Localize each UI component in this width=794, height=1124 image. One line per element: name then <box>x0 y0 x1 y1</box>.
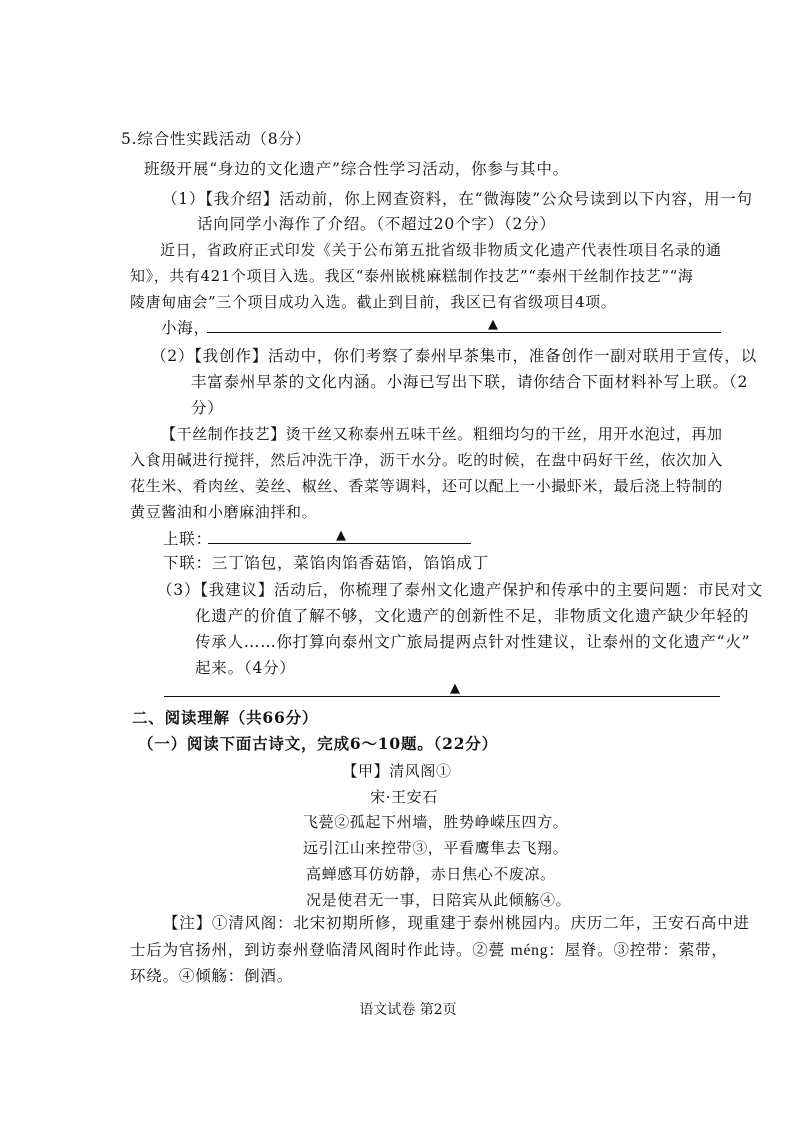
q5-part2-material-2: 入食用碱进行搅拌，然后冲洗干净，沥干水分。吃的时候，在盘中码好干丝，依次加入 <box>130 451 723 469</box>
q5-part3-line2: 化遗产的价值了解不够，文化遗产的创新性不足，非物质文化遗产缺少年轻的 <box>195 607 750 625</box>
note-line-1: 【注】①清风阁：北宋初期所修，现重建于泰州桃园内。庆历二年，王安石高中进 <box>163 914 750 932</box>
note-line-2 <box>130 940 728 961</box>
q5-part1-answer-label: 小海， <box>161 319 210 337</box>
page-footer: 语文试卷 第2页 <box>359 1002 457 1018</box>
q5-part1-line1: （1）【我介绍】活动前，你上网查资料，在“微海陵”公众号读到以下内容，用一句 <box>162 190 753 208</box>
q5-part1-line2: 话向同学小海作了介绍。（不超过20个字）（2分） <box>197 215 556 233</box>
q5-part2-material-4: 黄豆酱油和小磨麻油拌和。 <box>130 503 318 521</box>
blank-marker-icon: ▲ <box>488 317 498 332</box>
q5-part2-line2: 丰富泰州早茶的文化内涵。小海已写出下联，请你结合下面材料补写上联。（2 <box>191 373 749 391</box>
note-line-2-text-a: 士后为官扬州，到访泰州登临清风阁时作此诗。②甍 <box>130 941 511 959</box>
poem-line-3: 高蝉感耳仿妨静，赤日焦心不废凉。 <box>306 865 556 883</box>
q5-intro: 班级开展“身边的文化遗产”综合性学习活动，你参与其中。 <box>144 160 569 178</box>
q5-part1-answer-line[interactable] <box>207 332 721 333</box>
blank-marker-icon: ▲ <box>450 681 460 696</box>
q5-part2-line3: 分） <box>191 399 224 417</box>
section2-sub1: （一）阅读下面古诗文，完成6～10题。（22分） <box>138 734 498 753</box>
note-line-3: 环绕。④倾觞：倒酒。 <box>130 967 294 985</box>
q5-part2-material-3: 花生米、肴肉丝、姜丝、椒丝、香菜等调料，还可以配上一小撮虾米，最后浇上特制的 <box>130 477 723 495</box>
q5-part1-material-3: 陵唐甸庙会”三个项目成功入选。截止到目前，我区已有省级项目4项。 <box>130 293 617 311</box>
poem-title: 【甲】清风阁① <box>342 762 452 780</box>
note-pinyin: méng <box>510 942 549 959</box>
q5-part3-answer-line[interactable] <box>164 696 720 697</box>
q5-part3-line4: 起来。（4分） <box>195 659 296 677</box>
q5-part2-line1: （2）【我创作】活动中，你们考察了泰州早茶集市，准备创作一副对联用于宣传，以 <box>151 347 758 365</box>
q5-part1-material-2: 知》，共有421个项目入选。我区“泰州嵌桃麻糕制作技艺”“泰州干丝制作技艺”“海 <box>130 267 694 285</box>
q5-part2-upper-answer-line[interactable] <box>208 543 471 544</box>
poem-line-4: 况是使君无一事，日陪宾从此倾觞④。 <box>306 891 572 909</box>
q5-part3-line3: 传承人……你打算向泰州文广旅局提两点针对性建议，让泰州的文化遗产“火” <box>195 633 751 651</box>
q5-part2-upper-label: 上联： <box>163 530 212 548</box>
poem-author: 宋·王安石 <box>370 788 438 806</box>
poem-line-1: 飞甍②孤起下州墙，胜势峥嵘压四方。 <box>303 813 569 831</box>
poem-line-2: 远引江山来控带③，平看鹰隼去飞翔。 <box>303 839 569 857</box>
section2-title: 二、阅读理解（共66分） <box>132 708 319 727</box>
note-line-2-text-b: ：屋脊。③控带：萦带， <box>548 941 728 959</box>
q5-title: 5.综合性实践活动（8分） <box>121 130 312 148</box>
blank-marker-icon: ▲ <box>336 528 346 543</box>
q5-part2-lower-couplet: 下联：三丁馅包，菜馅肉馅香菇馅，馅馅成丁 <box>163 554 490 572</box>
q5-part3-line1: （3）【我建议】活动后，你梳理了泰州文化遗产保护和传承中的主要问题：市民对文 <box>157 581 764 599</box>
q5-part1-material-1: 近日，省政府正式印发《关于公布第五批省级非物质文化遗产代表性项目名录的通 <box>160 241 722 259</box>
q5-part2-material-1: 【干丝制作技艺】烫干丝又称泰州五味干丝。粗细均匀的干丝，用开水泡过，再加 <box>161 425 723 443</box>
